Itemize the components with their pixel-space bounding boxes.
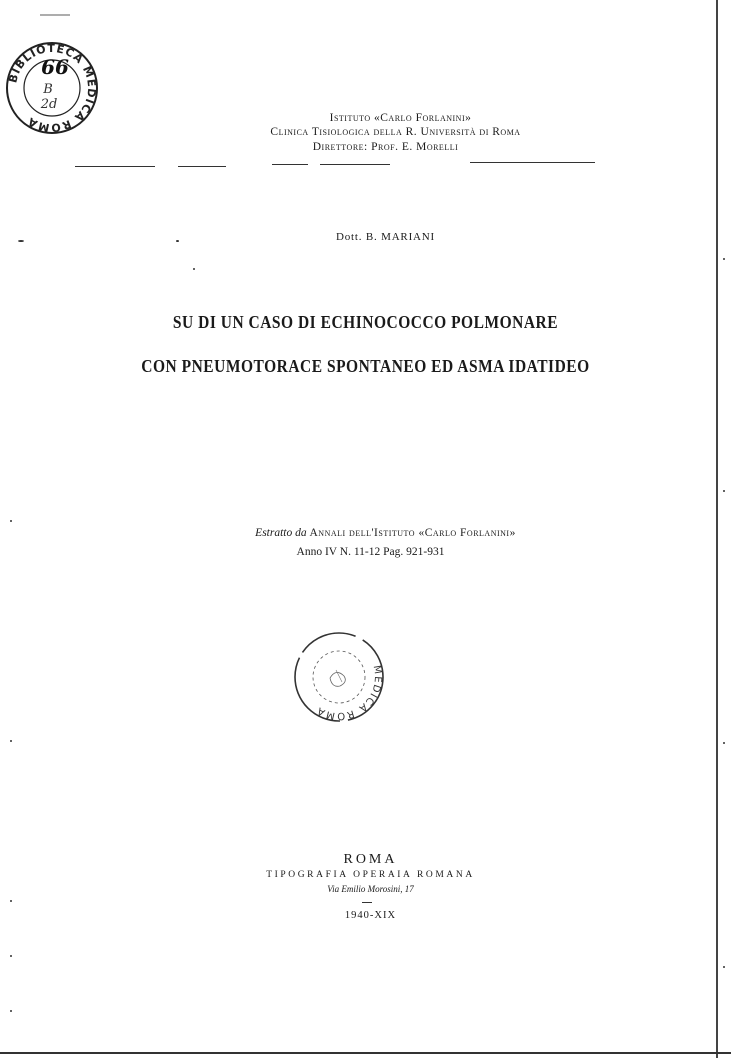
imprint-year: 1940-XIX: [344, 910, 397, 921]
speck: [40, 14, 70, 16]
library-stamp-ring-text: BIBLIOTECA MEDICA ROMA: [6, 41, 99, 135]
extract-source: [0, 527, 731, 539]
title-line-1: SU DI UN CASO DI ECHINOCOCCO POLMONARE: [172, 312, 559, 332]
imprint-address: Via Emilio Morosini, 17: [327, 884, 414, 894]
svg-text:MEDICA ROMA: [314, 665, 383, 722]
imprint-rule: [362, 902, 372, 903]
header-rule-segment: [178, 166, 226, 167]
extract-details: Anno IV N. 11-12 Pag. 921-931: [296, 546, 445, 558]
page-edge-bottom: [0, 1052, 731, 1054]
extract-journal: Annali dell'Istituto «Carlo Forlanini»: [309, 527, 516, 539]
extract-prefix: Estratto da: [255, 527, 307, 539]
imprint-printer: TIPOGRAFIA OPERAIA ROMANA: [266, 870, 475, 880]
clinic-name: Clinica Tisiologica della R. Università di Roma: [270, 126, 521, 138]
speck: [10, 740, 12, 742]
header-rule-segment: [75, 166, 155, 167]
library-stamp-number: 66: [41, 55, 69, 79]
library-stamp-handwritten-1: B: [43, 82, 53, 97]
speck: [723, 966, 725, 968]
medical-library-stamp-ring-text: MEDICA ROMA: [314, 664, 384, 722]
library-stamp-handwritten-2: 2d: [40, 97, 58, 112]
speck: [723, 258, 725, 260]
medical-library-stamp: [290, 628, 388, 726]
speck: [193, 268, 195, 270]
imprint-city: ROMA: [343, 852, 398, 867]
title-line-2: CON PNEUMOTORACE SPONTANEO ED ASMA IDATIDEO: [141, 356, 590, 376]
institute-name: Istituto «Carlo Forlanini»: [329, 112, 472, 124]
header-rule-segment: [320, 164, 390, 165]
header-rule-segment: [470, 162, 595, 163]
speck: [10, 1010, 12, 1012]
director-name: Direttore: Prof. E. Morelli: [312, 141, 459, 153]
emblem-icon: [330, 672, 345, 686]
speck: [723, 490, 725, 492]
speck: [10, 520, 12, 522]
speck: [10, 900, 12, 902]
author-name: Dott. B. MARIANI: [336, 231, 435, 243]
speck: [723, 742, 725, 744]
speck: [10, 955, 12, 957]
header-rule-segment: [272, 164, 308, 165]
